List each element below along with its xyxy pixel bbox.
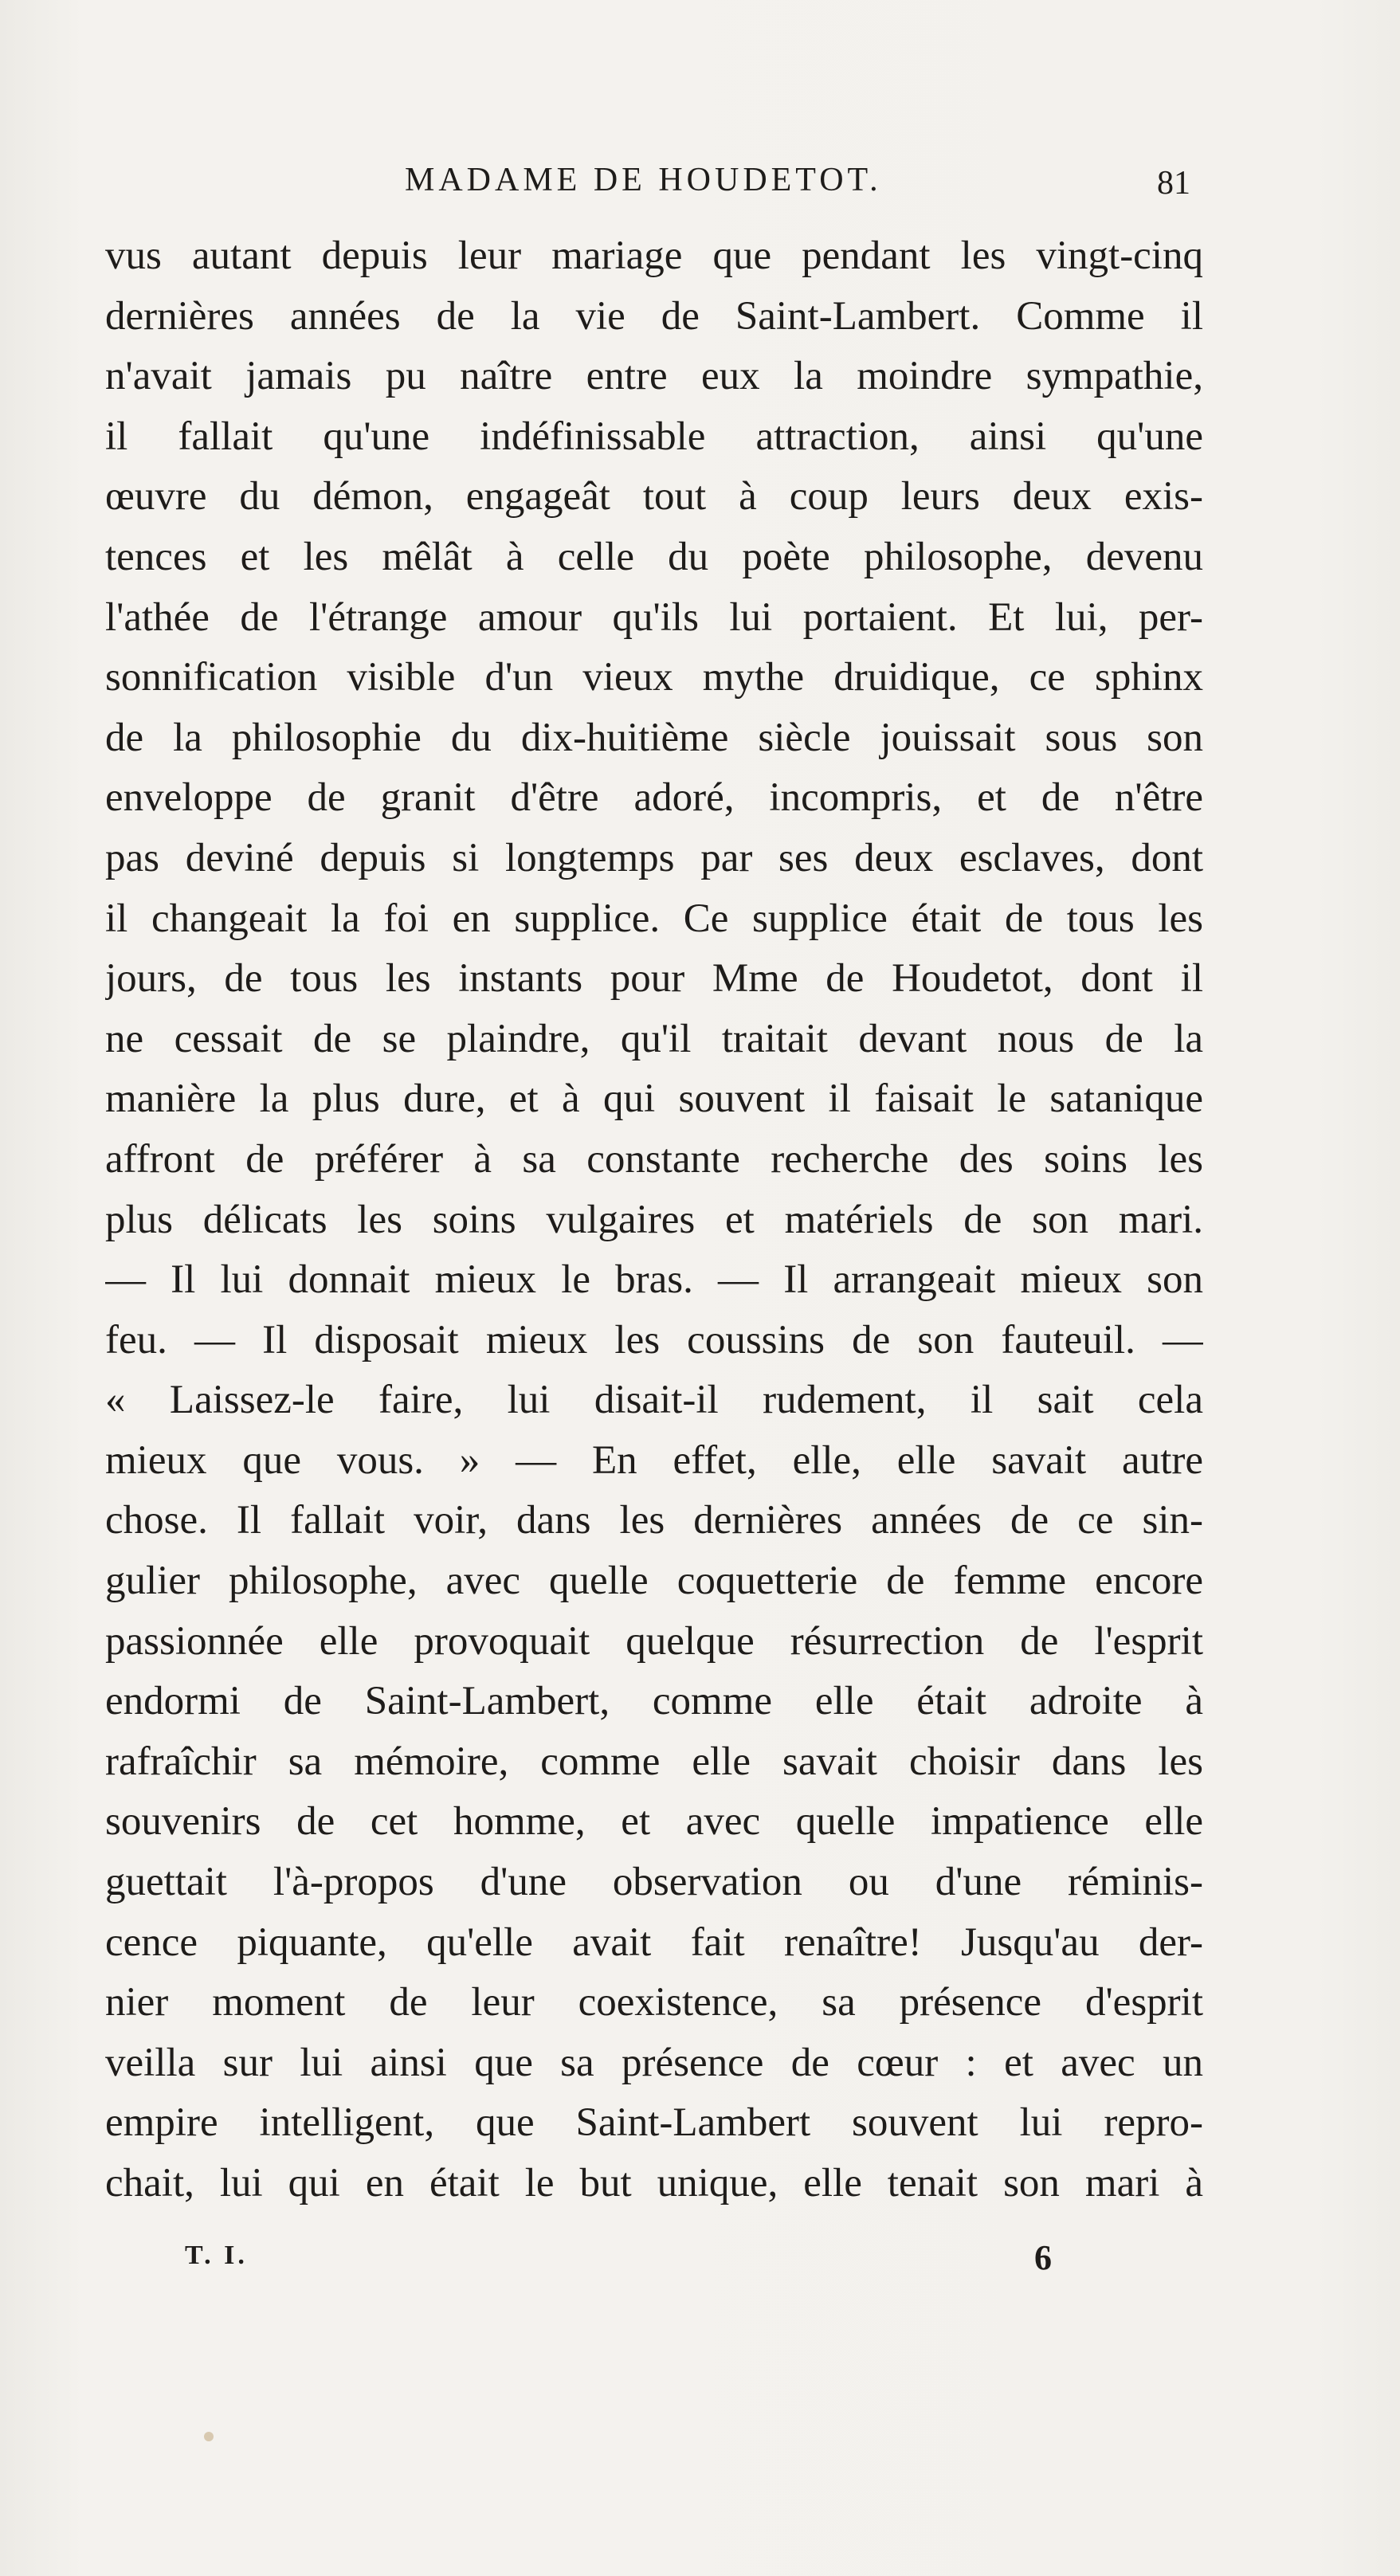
text-line: rafraîchir sa mémoire, comme elle savait choisir dans les [105, 1739, 1203, 1784]
page-number: 81 [1157, 165, 1190, 202]
signature-number: 6 [1034, 2238, 1052, 2277]
text-line: œuvre du démon, engageât tout à coup leurs deux exis- [105, 474, 1203, 520]
text-line: vus autant depuis leur mariage que pendant les vingt-cinq [105, 233, 1203, 278]
text-line: guettait l'à-propos d'une observation ou d'une réminis- [105, 1860, 1203, 1905]
text-line: souvenirs de cet homme, et avec quelle impatience elle [105, 1799, 1203, 1845]
text-line: de la philosophie du dix-huitième siècle jouissait sous son [105, 715, 1203, 760]
text-line: n'avait jamais pu naître entre eux la moindre sympathie, [105, 354, 1203, 399]
text-line: — Il lui donnait mieux le bras. — Il arrangeait mieux son [105, 1257, 1203, 1303]
paper-speck [204, 2432, 214, 2441]
text-line: manière la plus dure, et à qui souvent il faisait le satanique [105, 1076, 1203, 1122]
running-title: MADAME DE HOUDETOT. [405, 162, 882, 198]
text-line: gulier philosophe, avec quelle coquetterie de femme encore [105, 1559, 1203, 1604]
text-line: enveloppe de granit d'être adoré, incompris, et de n'être [105, 775, 1203, 821]
text-line: pas deviné depuis si longtemps par ses deux esclaves, dont [105, 835, 1203, 880]
text-line: sonnification visible d'un vieux mythe druidique, ce sphinx [105, 655, 1203, 700]
text-line: jours, de tous les instants pour Mme de Houdetot, dont il [105, 956, 1203, 1002]
signature-mark: T. I. [185, 2241, 248, 2270]
running-head [0, 161, 1400, 209]
text-line: feu. — Il disposait mieux les coussins de son fauteuil. — [105, 1317, 1203, 1362]
text-line: affront de préférer à sa constante recherche des soins les [105, 1136, 1203, 1182]
text-line: chose. Il fallait voir, dans les dernières années de ce sin- [105, 1498, 1203, 1543]
text-line: il fallait qu'une indéfinissable attraction, ainsi qu'une [105, 414, 1203, 459]
body-text [105, 226, 1203, 2214]
text-line: « Laissez-le faire, lui disait-il rudement, il sait cela [105, 1378, 1203, 1423]
text-line: endormi de Saint-Lambert, comme elle était adroite à [105, 1679, 1203, 1724]
text-line: il changeait la foi en supplice. Ce supplice était de tous les [105, 896, 1203, 941]
text-line: tences et les mêlât à celle du poète philosophe, devenu [105, 534, 1203, 579]
text-line: veilla sur lui ainsi que sa présence de cœur : et avec un [105, 2040, 1203, 2085]
text-line: dernières années de la vie de Saint-Lambert. Comme il [105, 293, 1203, 339]
text-line: l'athée de l'étrange amour qu'ils lui portaient. Et lui, per- [105, 594, 1203, 640]
text-line: plus délicats les soins vulgaires et matériels de son mari. [105, 1197, 1203, 1242]
text-line: chait, lui qui en était le but unique, elle tenait son mari à [105, 2161, 1203, 2205]
text-line: nier moment de leur coexistence, sa présence d'esprit [105, 1980, 1203, 2025]
text-line: empire intelligent, que Saint-Lambert souvent lui repro- [105, 2100, 1203, 2146]
text-line: cence piquante, qu'elle avait fait renaître! Jusqu'au der- [105, 1919, 1203, 1965]
text-line: ne cessait de se plaindre, qu'il traitait devant nous de la [105, 1016, 1203, 1061]
text-line: mieux que vous. » — En effet, elle, elle savait autre [105, 1437, 1203, 1483]
page-footer [0, 2238, 1400, 2288]
text-line: passionnée elle provoquait quelque résurrection de l'esprit [105, 1618, 1203, 1664]
